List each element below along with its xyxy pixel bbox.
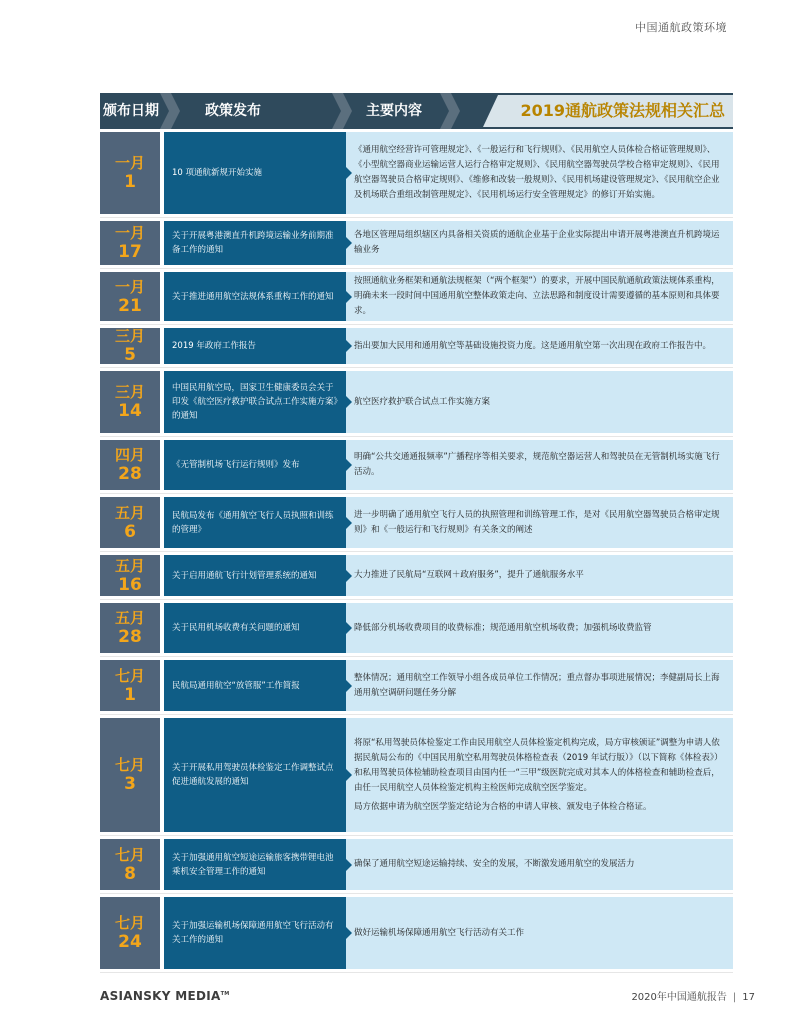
table-row	[100, 437, 733, 494]
table-title: 2019通航政策法规相关汇总	[520, 101, 725, 120]
content-cell	[346, 839, 733, 890]
table-row	[100, 325, 733, 368]
content-text: 局方依据申请为航空医学鉴定结论为合格的申请人审核、颁发电子体检合格证。	[354, 801, 652, 812]
publisher-logo	[100, 989, 230, 1003]
date-cell	[100, 660, 160, 711]
date-cell	[100, 603, 160, 653]
content-cell	[346, 660, 733, 711]
content-text: 降低部分机场收费项目的收费标准；规范通用航空机场收费；加强机场收费监管	[354, 622, 652, 633]
day: 1	[124, 172, 136, 192]
day: 1	[124, 684, 136, 705]
pointer-arrow-icon	[346, 517, 352, 529]
policy-cell: 关于开展私用驾驶员体检鉴定工作调整试点促进通航发展的通知	[164, 718, 346, 832]
day: 3	[124, 774, 136, 794]
content-cell	[346, 603, 733, 653]
table-row	[100, 368, 733, 437]
policy-cell: 2019 年政府工作报告	[164, 328, 346, 364]
content-column-header: 主要内容	[366, 103, 422, 119]
content-text: 指出要加大民用和通用航空等基础设施投资力度。这是通用航空第一次出现在政府工作报告中。	[354, 340, 712, 351]
month: 三月	[114, 327, 145, 345]
day: 8	[124, 863, 136, 884]
date-cell	[100, 839, 160, 890]
month: 七月	[114, 666, 145, 685]
date-cell	[100, 555, 160, 596]
policy-cell: 民航局发布《通用航空飞行人员执照和训练的管理》	[164, 497, 346, 548]
day: 24	[118, 932, 142, 952]
table-row	[100, 218, 733, 269]
policy-cell: 关于民用机场收费有关问题的通知	[164, 603, 346, 653]
date-column-header: 颁布日期	[103, 103, 159, 119]
content-cell	[346, 897, 733, 969]
content-cell	[346, 272, 733, 321]
month: 四月	[114, 446, 145, 464]
day: 28	[118, 464, 142, 484]
pointer-arrow-icon	[346, 237, 352, 249]
month: 五月	[114, 609, 145, 627]
date-cell	[100, 272, 160, 321]
table-header	[100, 93, 733, 129]
content-cell	[346, 221, 733, 265]
month: 一月	[114, 154, 145, 172]
page-section-title: 中国通航政策环境	[635, 21, 727, 34]
table-row	[100, 552, 733, 600]
content-cell	[346, 718, 733, 832]
pointer-arrow-icon	[346, 167, 352, 179]
policy-table	[100, 129, 733, 973]
policy-cell: 关于启用通航飞行计划管理系统的通知	[164, 555, 346, 596]
content-text: 将原“私用驾驶员体检鉴定工作由民用航空人员体检鉴定机构完成，局方审核颁证”调整为申请人依据民航局公布的《中国民用航空私用驾驶员体格检查表（2019 年试行版）》（以下简称《体检表》）和私用驾驶员体检辅助检查项目由国内任一“三甲”级医院完成对其本人的体格检查和辅助检查后，由任一民用航空人员体检鉴定机构主检医师完成航空医学鉴定。	[354, 737, 723, 793]
policy-cell: 关于开展粤港澳直升机跨境运输业务前期准备工作的通知	[164, 221, 346, 265]
content-cell	[346, 132, 733, 214]
report-title: 2020年中国通航报告	[631, 992, 727, 1003]
date-cell	[100, 328, 160, 364]
content-text: 做好运输机场保障通用航空飞行活动有关工作	[354, 927, 525, 938]
pointer-arrow-icon	[346, 396, 352, 408]
table-row	[100, 269, 733, 325]
date-cell	[100, 497, 160, 548]
trademark-mark: TM	[220, 991, 230, 997]
month: 三月	[114, 383, 145, 401]
chevron-right-icon	[160, 93, 180, 129]
day: 16	[118, 574, 142, 595]
policy-cell: 关于推进通用航空法规体系重构工作的通知	[164, 272, 346, 321]
table-row	[100, 129, 733, 218]
content-cell	[346, 440, 733, 490]
pointer-arrow-icon	[346, 680, 352, 692]
policy-cell: 10 项通航新规开始实施	[164, 132, 346, 214]
pointer-arrow-icon	[346, 291, 352, 303]
content-cell	[346, 497, 733, 548]
content-text: 大力推进了民航局“互联网＋政府服务”，提升了通航服务水平	[354, 570, 584, 580]
date-cell	[100, 718, 160, 832]
content-cell	[346, 555, 733, 596]
date-cell	[100, 440, 160, 490]
logo-text: ASIANSKY MEDIA	[100, 989, 221, 1003]
policy-cell: 《无管制机场飞行运行规则》发布	[164, 440, 346, 490]
pointer-arrow-icon	[346, 570, 352, 582]
pointer-arrow-icon	[346, 859, 352, 871]
pointer-arrow-icon	[346, 622, 352, 634]
table-row	[100, 894, 733, 973]
policy-column-header: 政策发布	[205, 103, 261, 119]
content-text: 航空医疗救护联合试点工作实施方案	[354, 396, 491, 407]
policy-cell: 民航局通用航空“放管服”工作简报	[164, 660, 346, 711]
month: 五月	[114, 556, 145, 575]
footer: 2020年中国通航报告 | 17	[631, 992, 755, 1003]
table-row	[100, 657, 733, 715]
month: 一月	[114, 277, 145, 296]
table-row	[100, 600, 733, 657]
pointer-arrow-icon	[346, 927, 352, 939]
page-number: 17	[742, 992, 755, 1003]
month: 七月	[114, 914, 145, 932]
content-text: 《通用航空经营许可管理规定》、《一般运行和飞行规则》、《民用航空人员体检合格证管理规则》、《小型航空器商业运输运营人运行合格审定规则》、《民用航空器驾驶员学校合格审定规则》、《民用航空器驾驶员合格审定规则》、《维修和改装一般规则》、《民用机场建设管理规定》、《民用航空企业及机场联合重组改制管理规定》、《民用机场运行安全管理规定》的修订开始实施。	[354, 145, 720, 200]
day: 21	[118, 295, 142, 316]
table-row	[100, 836, 733, 894]
day: 17	[118, 242, 142, 262]
day: 6	[124, 521, 136, 542]
day: 28	[118, 627, 142, 647]
chevron-right-icon	[440, 93, 460, 129]
month: 七月	[114, 756, 145, 774]
pointer-arrow-icon	[346, 459, 352, 471]
policy-cell: 中国民用航空局，国家卫生健康委员会关于印发《航空医疗救护联合试点工作实施方案》的通知	[164, 371, 346, 433]
content-text: 进一步明确了通用航空飞行人员的执照管理和训练管理工作，是对《民用航空器驾驶员合格审定规则》和《一般运行和飞行规则》有关条文的阐述	[354, 509, 720, 535]
date-cell	[100, 132, 160, 214]
pointer-arrow-icon	[346, 340, 352, 352]
chevron-right-icon	[332, 93, 352, 129]
policy-cell: 关于加强运输机场保障通用航空飞行活动有关工作的通知	[164, 897, 346, 969]
month: 一月	[114, 224, 145, 242]
date-cell	[100, 897, 160, 969]
pointer-arrow-icon	[346, 769, 352, 781]
content-text: 确保了通用航空短途运输持续、安全的发展，不断激发通用航空的发展活力	[354, 859, 635, 869]
day: 14	[118, 401, 142, 421]
date-cell	[100, 221, 160, 265]
table-row	[100, 494, 733, 552]
content-text: 按照通航业务框架和通航法规框架（“两个框架”）的要求，开展中国民航通航政策法规体系重构，明确未来一段时间中国通用航空整体政策走向、立法思路和制度设计需要遵循的基本原则和具体要求。	[354, 276, 720, 316]
month: 五月	[114, 503, 145, 522]
content-text: 各地区管理局组织辖区内具备相关资质的通航企业基于企业实际提出申请开展粤港澳直升机跨境运输业务	[354, 230, 720, 255]
date-cell	[100, 371, 160, 433]
content-cell	[346, 371, 733, 433]
month: 七月	[114, 845, 145, 864]
policy-cell: 关于加强通用航空短途运输旅客携带锂电池乘机安全管理工作的通知	[164, 839, 346, 890]
table-row	[100, 715, 733, 836]
day: 5	[124, 345, 136, 365]
content-text: 整体情况；通用航空工作领导小组各成员单位工作情况；重点督办事项进展情况；李健副局长上海通用航空调研问题任务分解	[354, 672, 720, 698]
content-cell	[346, 328, 733, 364]
content-text: 明确“公共交通通报频率”广播程序等相关要求，规范航空器运营人和驾驶员在无管制机场实施飞行活动。	[354, 452, 720, 477]
